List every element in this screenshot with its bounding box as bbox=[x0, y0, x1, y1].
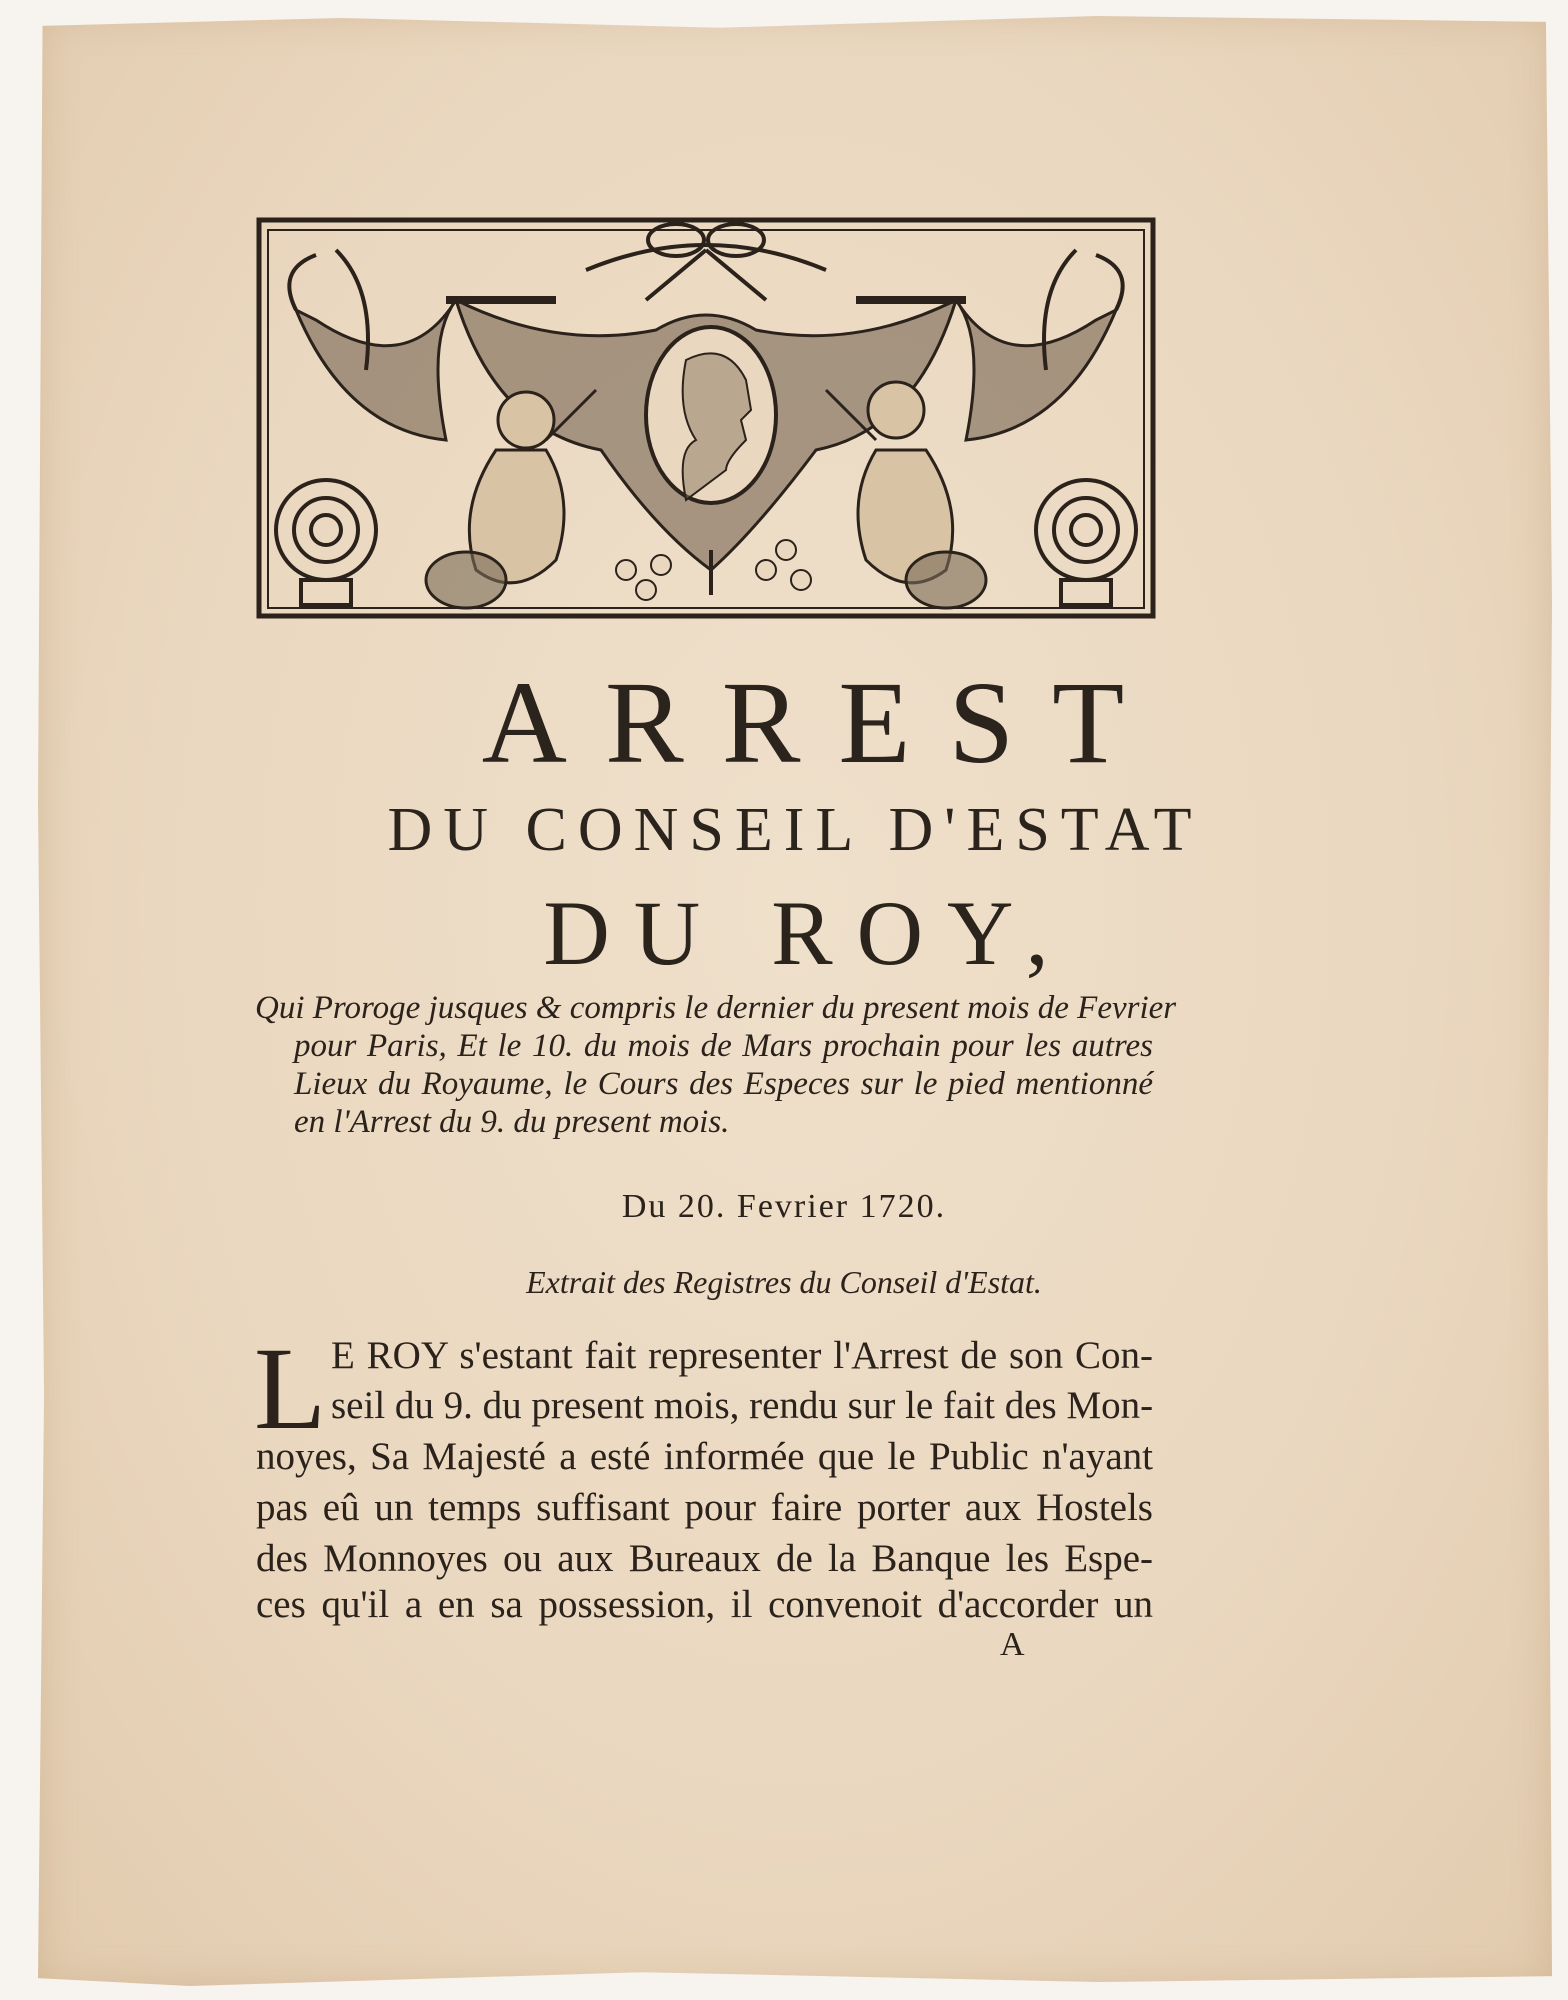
woodcut-headpiece bbox=[256, 210, 1156, 620]
subtitle-roy: DU ROY, bbox=[543, 882, 1073, 984]
date-line: Du 20. Fevrier 1720. bbox=[621, 1188, 947, 1225]
body-line: noyes, Sa Majesté a esté informée que le Public n'ayant bbox=[256, 1435, 1153, 1478]
body-line: des Monnoyes ou aux Bureaux de la Banque les Espe- bbox=[256, 1537, 1153, 1580]
ribbon-bow-icon bbox=[586, 224, 826, 300]
drop-cap: L bbox=[254, 1323, 327, 1454]
spiral-ornament-left-icon bbox=[276, 250, 376, 605]
body-line: pas eû un temps suffisant pour faire porter aux Hostels bbox=[256, 1486, 1153, 1529]
title-arrest: ARREST bbox=[481, 657, 1163, 788]
portrait-medallion-icon bbox=[646, 327, 776, 503]
body-line: E ROY s'estant fait representer l'Arrest de son Con- bbox=[331, 1334, 1153, 1377]
cherub-right-icon bbox=[826, 382, 986, 608]
spiral-ornament-right-icon bbox=[1036, 250, 1136, 605]
summary-line: Qui Proroge jusques & compris le dernier du present mois de Fevrier bbox=[255, 990, 1177, 1026]
body-line: seil du 9. du present mois, rendu sur le fait des Mon- bbox=[331, 1384, 1154, 1427]
extrait-line: Extrait des Registres du Conseil d'Estat. bbox=[526, 1264, 1042, 1300]
summary-line: Lieux du Royaume, le Cours des Especes sur le pied mentionné bbox=[294, 1066, 1153, 1102]
subtitle-conseil: DU CONSEIL D'ESTAT bbox=[387, 796, 1203, 864]
summary-line: en l'Arrest du 9. du present mois. bbox=[294, 1104, 730, 1140]
catchword: A bbox=[1000, 1626, 1025, 1663]
body-line: ces qu'il a en sa possession, il convenoit d'accorder un bbox=[256, 1583, 1153, 1626]
summary-line: pour Paris, Et le 10. du mois de Mars prochain pour les autres bbox=[294, 1028, 1153, 1064]
